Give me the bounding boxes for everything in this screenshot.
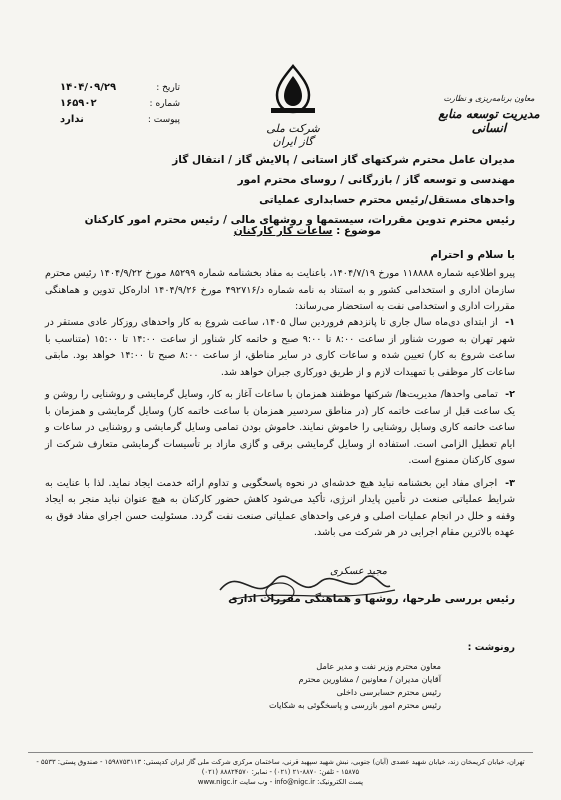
date-row	[60, 80, 180, 96]
footer-contact: پست الکترونیک: info@nigc.ir - وب سایت www.nigc.ir	[197, 778, 364, 786]
recipient-line: مدیران عامل محترم شرکتهای گاز استانی / پالایش گاز / انتقال گاز	[172, 154, 515, 166]
list-item	[45, 315, 515, 381]
signatory-title: رئیس بررسی طرحها، روشها و هماهنگی مقررات اداری	[228, 593, 515, 605]
cc-label: رونوشت :	[467, 642, 515, 653]
recipient-line: واحدهای مستقل/رئیس محترم حسابداری عملیاتی	[259, 194, 515, 206]
signature-scribble-icon	[160, 560, 440, 620]
item-text: اجرای مفاد این بخشنامه نباید هیچ خدشه‌ای در نحوه پاسخگویی و تداوم ارائه خدمت ایجاد نماید. لذا با عنایت به شرایط عملیاتی صنعت در تأمین پایدار انرژی، تأکید می‌شود کاهش حضور کارکنان به هیچ عنوان نباید منجر به ایجاد وقفه و خلل در انجام عملیات اصلی و فرعی واحدهای عملیاتی صنعت نفت گردد. مسئولیت حسن اجرای مفاد فوق به عهده بالاترین مقام اجرایی در هر شرکت می باشد.	[45, 477, 515, 538]
subject-label: موضوع :	[336, 225, 381, 237]
item-number: ۲-	[505, 389, 515, 400]
hr-department-stamp	[429, 92, 549, 135]
attachment-label: پیوست :	[147, 115, 180, 125]
cc-item: رئیس محترم حسابرسی داخلی	[336, 687, 441, 697]
company-name: شرکت ملی گاز ایران	[266, 122, 320, 148]
number-label: شماره :	[149, 99, 180, 109]
letter-meta	[60, 80, 180, 128]
list-item	[45, 476, 515, 542]
item-text: تمامی واحدها/ مدیریت‌ها/ شرکتها موظفند همزمان با ساعات آغاز به کار، وسایل گرمایشی و روشنایی را روشن و یک ساعت قبل از ساعت خاتمه کار (در مناطق سردسیر همزمان با ساعت خاتمه کار) وسایل گرمایشی و همزمان با ساعت خاتمه کاری وسایل روشنایی را خاموش نمایند. خاموش بودن تمامی وسایل گرمایشی و روشنایی در ساعات و ایام تعطیل الزامی است. استفاده از وسایل گرمایشی برقی و گازی مازاد بر تأسیسات گرمایشی متعارف شرکت از سوی کارکنان ممنوع است.	[45, 389, 515, 466]
item-text: از ابتدای دی‌ماه سال جاری تا پانزدهم فروردین سال ۱۴۰۵، ساعت شروع به کار واحدهای روزکار عادی مستقر در شهر تهران به صورت شناور از ساعت ۸:۰۰ تا ۹:۰۰ صبح و خاتمه کار شناور از ساعت ۱۴:۰۰ تا ۱۵:۰۰ (متناسب با ساعت شروع به کار) تعیین شده و ساعات کاری در سایر مناطق، از ساعت ۸:۰۰ صبح تا ۱۴:۰۰ خواهد بود. مابقی ساعات کار موظفی با تمهیدات لازم و از طریق دورکاری جبران خواهد شد.	[45, 317, 515, 378]
recipient-line: مهندسی و توسعه گاز / بازرگانی / روسای محترم امور	[237, 174, 515, 186]
date-value: ۱۴۰۴/۰۹/۲۹	[60, 82, 117, 93]
recipients-block	[45, 150, 515, 230]
company-logo	[258, 64, 328, 148]
list-item	[45, 387, 515, 470]
stamp-top-text: معاون برنامه‌ریزی و نظارت	[443, 94, 535, 103]
attachment-row	[60, 112, 180, 128]
cc-list	[121, 660, 441, 712]
handwritten-signature	[160, 560, 440, 620]
attachment-value: ندارد	[60, 114, 84, 125]
cc-item: رئیس محترم امور بازرسی و پاسخگوئی به شکایات	[268, 700, 441, 710]
flame-logo-icon	[263, 64, 323, 116]
subject-line	[234, 225, 381, 237]
greeting: با سلام و احترام	[430, 249, 515, 261]
number-value: ۱۶۵۹۰۲	[60, 98, 97, 109]
item-number: ۳-	[505, 477, 515, 489]
signatory-name: مجید عسکری	[330, 566, 388, 577]
directive-list	[45, 315, 515, 548]
cc-item: آقایان مدیران / معاونین / مشاورین محترم	[298, 674, 441, 684]
date-label: تاریخ :	[156, 83, 180, 93]
item-number: ۱-	[505, 317, 515, 328]
footer-address: تهران، خیابان کریمخان زند، خیابان شهید عضدی (آبان) جنوبی، نبش شهید سپهبد قرنی، ساختمان مرکزی شرکت ملی گاز ایران کدپستی: ۱۵۹۸۷۵۳۱۱۳ - صندوق پستی: ۵۵۳۳ - ۱۵۸۷۵ - تلفن: ۸۸۷۰-۲۱ (۰۲۱) - نمابر: ۸۸۸۲۴۵۷۰ (۰۲۱)	[36, 758, 525, 776]
intro-paragraph: پیرو اطلاعیه شماره ۱۱۸۸۸۸ مورخ ۱۴۰۴/۷/۱۹، باعنایت به مفاد بخشنامه شماره ۸۵۲۹۹ مورخ ۱۴۰۴/۹/۲۲ رئیس محترم سازمان اداری و استخدامی کشور و به استناد به نامه شماره د/۴۹۲۷۱۶ مورخ ۱۴۰۴/۹/۲۶ اداره‌کل تدوین و هماهنگی مقررات اداری و استخدامی نفت به استحضار می‌رساند:	[45, 268, 515, 312]
stamp-bottom-text: مدیریت توسعه منابع انسانی	[438, 107, 540, 135]
cc-item: معاون محترم وزیر نفت و مدیر عامل	[316, 661, 441, 671]
recipient-line: رئیس محترم تدوین مقررات، سیستمها و روشهای مالی / رئیس محترم امور کارکنان	[84, 214, 515, 226]
subject-value: ساعات کار کارکنان	[233, 225, 333, 237]
letter-footer	[28, 752, 533, 787]
number-row	[60, 96, 180, 112]
